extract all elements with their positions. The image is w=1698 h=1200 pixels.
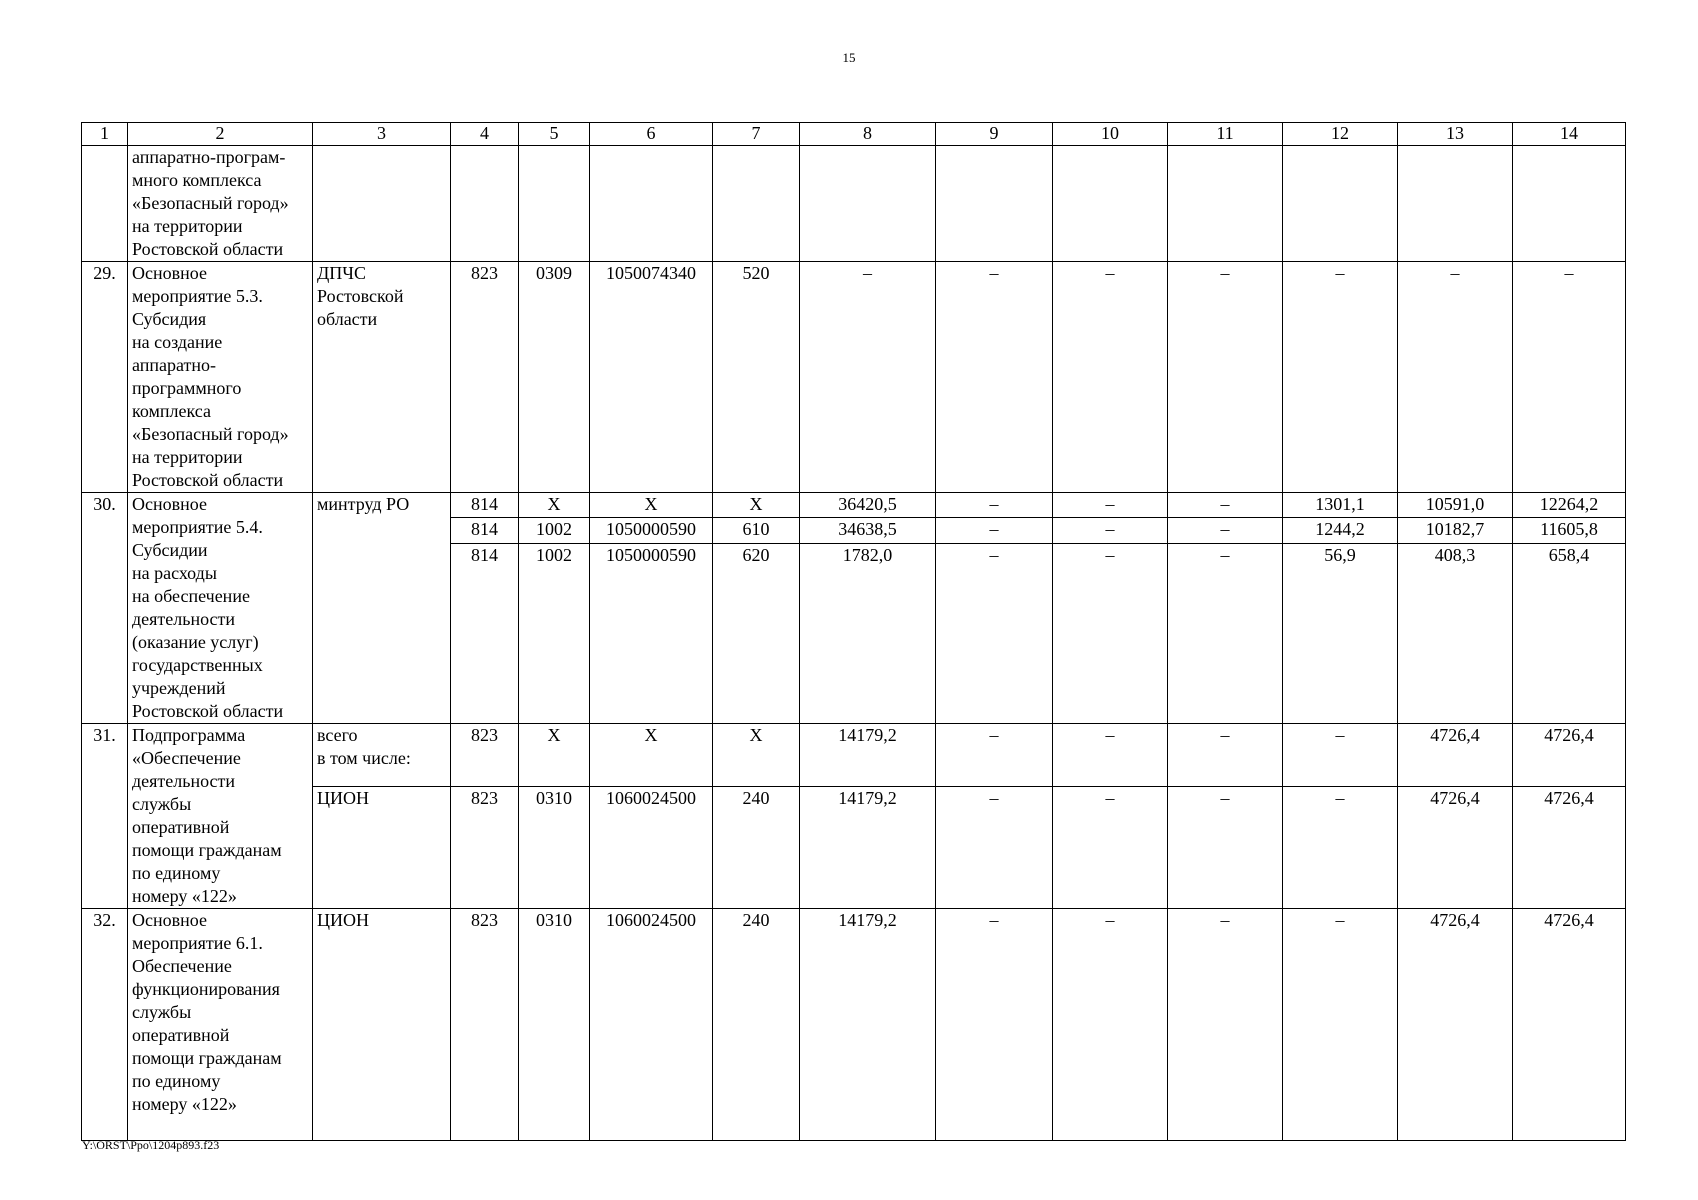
row-number: 30. [82, 493, 128, 724]
value-cell: – [1053, 724, 1168, 787]
value-cell: – [1168, 262, 1283, 493]
value-cell: – [1513, 262, 1626, 493]
value-cell: – [1398, 262, 1513, 493]
file-path-footer: Y:\ORST\Ppo\1204p893.f23 [82, 1138, 220, 1152]
header-cell: 6 [590, 123, 713, 146]
value-cell: – [1053, 518, 1168, 543]
value-cell: 11605,8 [1513, 518, 1626, 543]
value-cell: 1244,2 [1283, 518, 1398, 543]
value-cell: 814 [451, 518, 519, 543]
value-cell: 1060024500 [590, 909, 713, 1141]
value-cell: Х [519, 724, 590, 787]
row-number: 29. [82, 262, 128, 493]
header-cell: 10 [1053, 123, 1168, 146]
value-cell: 34638,5 [800, 518, 936, 543]
value-cell: 1050000590 [590, 518, 713, 543]
value-cell: 814 [451, 493, 519, 518]
value-cell: – [936, 262, 1053, 493]
value-cell: – [1283, 786, 1398, 908]
value-cell: 4726,4 [1398, 724, 1513, 787]
value-cell: – [1168, 543, 1283, 723]
table-row [82, 724, 1626, 787]
value-cell: – [1168, 518, 1283, 543]
header-cell: 1 [82, 123, 128, 146]
row-number: 32. [82, 909, 128, 1141]
header-cell: 14 [1513, 123, 1626, 146]
value-cell: 620 [713, 543, 800, 723]
value-cell: 1050000590 [590, 543, 713, 723]
header-cell: 3 [313, 123, 451, 146]
executor: ЦИОН [313, 786, 451, 908]
value-cell: Х [713, 493, 800, 518]
value-cell: 14179,2 [800, 724, 936, 787]
value-cell: 4726,4 [1398, 786, 1513, 908]
measure-name: аппаратно-програм- много комплекса «Безопасный город» на территории Ростовской области [128, 146, 313, 262]
value-cell: 240 [713, 786, 800, 908]
row-number: 31. [82, 724, 128, 909]
table-row [82, 493, 1626, 518]
value-cell: Х [590, 493, 713, 518]
executor: ДПЧС Ростовской области [313, 262, 451, 493]
value-cell: – [1053, 543, 1168, 723]
value-cell: 14179,2 [800, 909, 936, 1141]
budget-table [81, 122, 1626, 1141]
value-cell: – [800, 262, 936, 493]
value-cell: 4726,4 [1513, 786, 1626, 908]
executor: всего в том числе: [313, 724, 451, 787]
value-cell: 240 [713, 909, 800, 1141]
value-cell: – [1053, 262, 1168, 493]
value-cell: 814 [451, 543, 519, 723]
executor: минтруд РО [313, 493, 451, 724]
value-cell: – [1283, 909, 1398, 1141]
header-cell: 2 [128, 123, 313, 146]
measure-name: Основное мероприятие 5.3. Субсидия на создание аппаратно- программного комплекса «Безопасный город» на территории Ростовской области [128, 262, 313, 493]
value-cell: – [1168, 724, 1283, 787]
table-row [82, 909, 1626, 1141]
value-cell: – [1283, 262, 1398, 493]
value-cell: 0310 [519, 786, 590, 908]
value-cell: 12264,2 [1513, 493, 1626, 518]
header-cell: 4 [451, 123, 519, 146]
value-cell: 1301,1 [1283, 493, 1398, 518]
header-cell: 13 [1398, 123, 1513, 146]
table-row [82, 786, 1626, 908]
value-cell: Х [519, 493, 590, 518]
executor: ЦИОН [313, 909, 451, 1141]
value-cell: – [936, 786, 1053, 908]
page-number: 15 [842, 50, 856, 65]
value-cell: 610 [713, 518, 800, 543]
value-cell: 823 [451, 262, 519, 493]
value-cell: – [936, 543, 1053, 723]
value-cell: – [1053, 786, 1168, 908]
value-cell: 1002 [519, 543, 590, 723]
value-cell: 1002 [519, 518, 590, 543]
table-row [82, 262, 1626, 493]
measure-name: Подпрограмма «Обеспечение деятельности службы оперативной помощи гражданам по единому номеру «122» [128, 724, 313, 909]
value-cell: 823 [451, 909, 519, 1141]
value-cell: 1050074340 [590, 262, 713, 493]
header-cell: 12 [1283, 123, 1398, 146]
value-cell: 56,9 [1283, 543, 1398, 723]
value-cell: 10591,0 [1398, 493, 1513, 518]
value-cell: – [936, 724, 1053, 787]
header-cell: 7 [713, 123, 800, 146]
value-cell: – [1283, 724, 1398, 787]
value-cell: 823 [451, 724, 519, 787]
value-cell: – [936, 518, 1053, 543]
value-cell: 408,3 [1398, 543, 1513, 723]
value-cell: Х [713, 724, 800, 787]
value-cell: 658,4 [1513, 543, 1626, 723]
value-cell: 0310 [519, 909, 590, 1141]
value-cell: 1782,0 [800, 543, 936, 723]
measure-name: Основное мероприятие 6.1. Обеспечение функционирования службы оперативной помощи гражданам по единому номеру «122» [128, 909, 313, 1141]
table-row [82, 146, 1626, 262]
value-cell: Х [590, 724, 713, 787]
value-cell: – [1053, 909, 1168, 1141]
value-cell: – [1168, 786, 1283, 908]
value-cell: – [1053, 493, 1168, 518]
value-cell: 1060024500 [590, 786, 713, 908]
value-cell: – [1168, 493, 1283, 518]
value-cell: 10182,7 [1398, 518, 1513, 543]
value-cell: 14179,2 [800, 786, 936, 908]
value-cell: 823 [451, 786, 519, 908]
header-cell: 9 [936, 123, 1053, 146]
header-cell: 8 [800, 123, 936, 146]
value-cell: 4726,4 [1398, 909, 1513, 1141]
value-cell: 4726,4 [1513, 909, 1626, 1141]
value-cell: – [1168, 909, 1283, 1141]
header-cell: 11 [1168, 123, 1283, 146]
header-cell: 5 [519, 123, 590, 146]
header-row [82, 123, 1626, 146]
value-cell: 4726,4 [1513, 724, 1626, 787]
value-cell: 520 [713, 262, 800, 493]
measure-name: Основное мероприятие 5.4. Субсидии на расходы на обеспечение деятельности (оказание услуг) государственных учреждений Ростовской области [128, 493, 313, 724]
value-cell: – [936, 909, 1053, 1141]
value-cell: 0309 [519, 262, 590, 493]
value-cell: – [936, 493, 1053, 518]
value-cell: 36420,5 [800, 493, 936, 518]
